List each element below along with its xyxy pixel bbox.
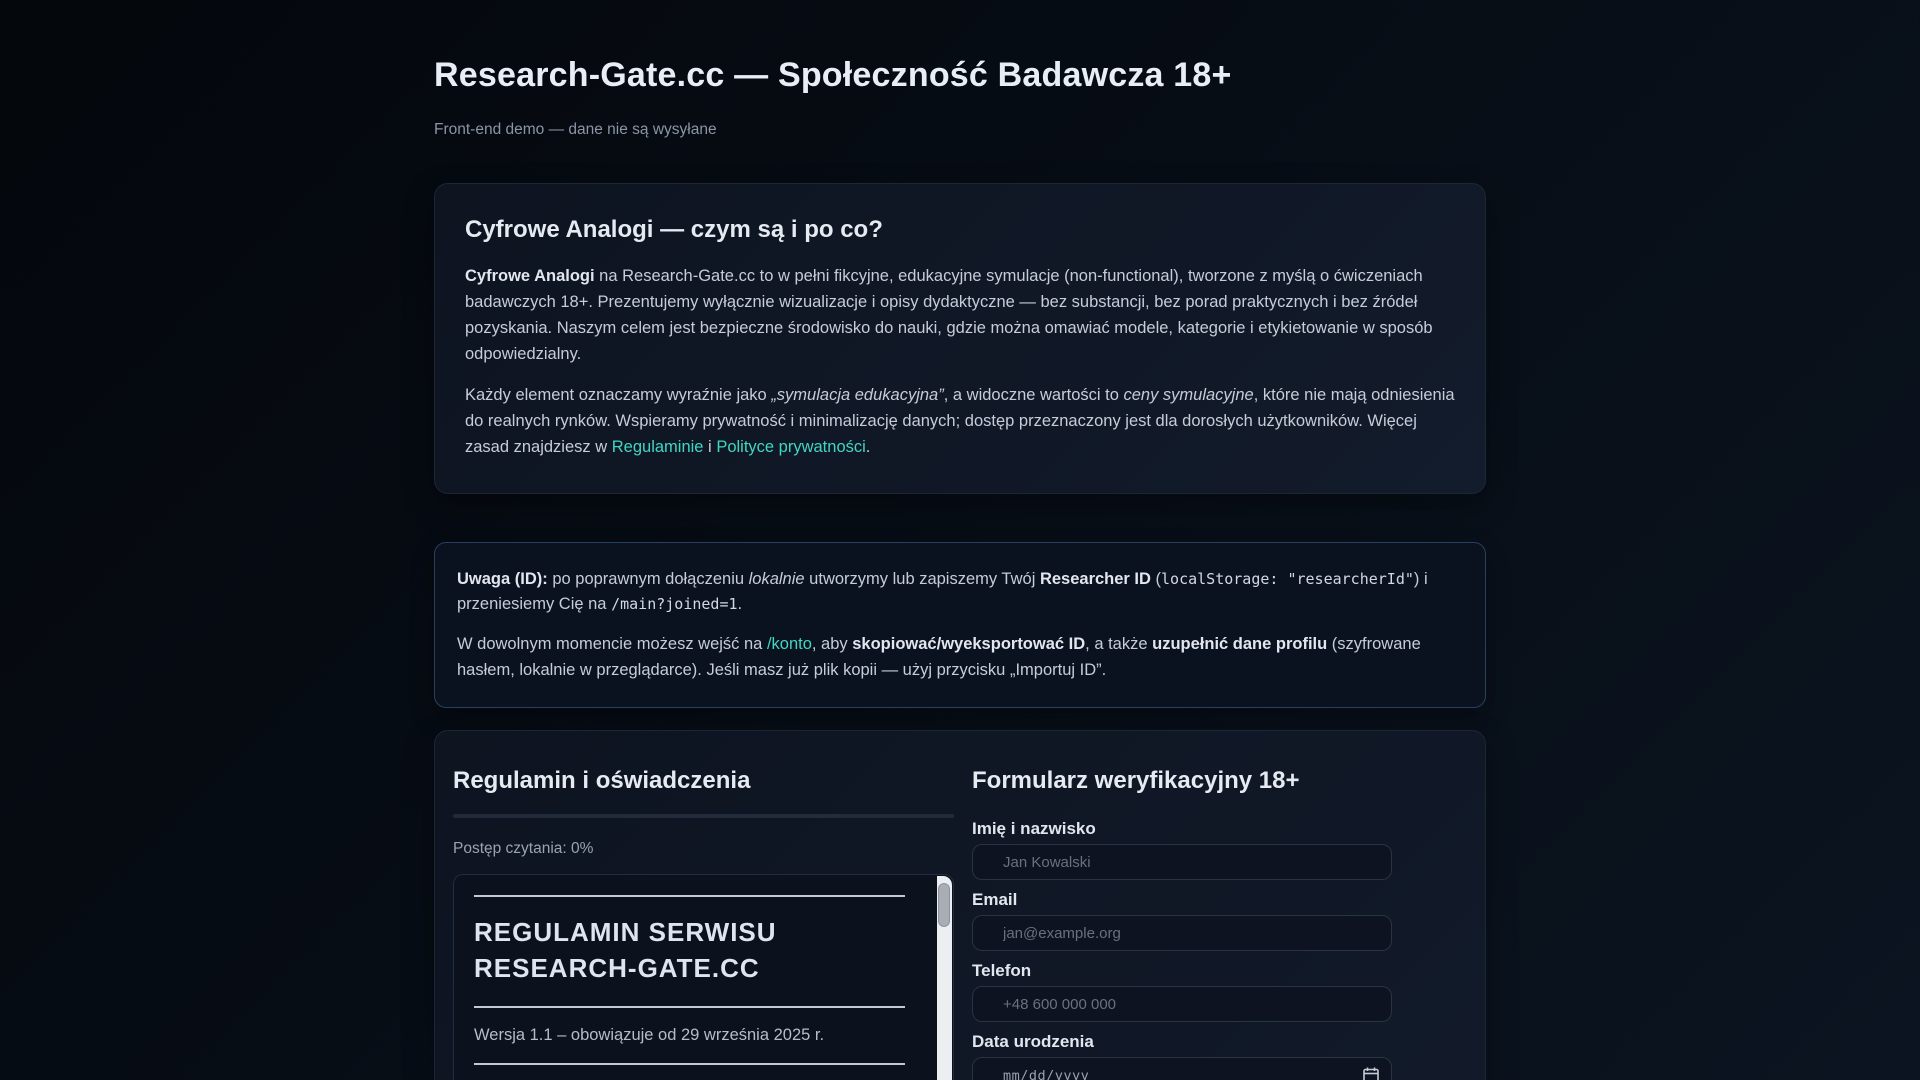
about-p1-text: na Research-Gate.cc to w pełni fikcyjne, edukacyjne symulacje (non-functional), tworzone z myślą o ćwiczeniach badawczych 18+. Prezentujemy wyłącznie wizualizacje i opisy dydaktyczne — bez substancji, bez porad praktycznych i bez źródeł pozyskania. Naszym celem jest bezpieczne środowisko do nauki, gdzie można omawiać modele, kategorie i etykietowanie w sposób odpowiedzialny. xyxy=(465,267,1433,363)
terms-and-form-card xyxy=(434,730,1486,1080)
reading-progress-bar xyxy=(453,814,954,818)
privacy-policy-link[interactable]: Polityce prywatności xyxy=(716,437,866,456)
terms-doc-title: REGULAMIN SERWISU RESEARCH-GATE.CC xyxy=(474,917,777,983)
about-p2-text-2: , a widoczne wartości to xyxy=(943,386,1124,405)
phone-label: Telefon xyxy=(972,961,1032,981)
reading-progress-label: Postęp czytania: 0% xyxy=(453,840,594,858)
page-title: Research-Gate.cc — Społeczność Badawcza 18+ xyxy=(434,56,1232,94)
about-p2-italic-2: ceny symulacyjne xyxy=(1123,386,1254,405)
divider xyxy=(474,1006,905,1008)
field-email xyxy=(972,890,1392,951)
notice-p2-text-4: (szyfrowane hasłem, lokalnie w przeglądarce). Jeśli masz już plik kopii — użyj przycisku „Importuj ID”. xyxy=(457,635,1421,679)
full-name-label: Imię i nazwisko xyxy=(972,819,1096,839)
localstorage-code: localStorage: "researcherId" xyxy=(1161,569,1414,588)
about-p2-text-1: Każdy element oznaczamy wyraźnie jako xyxy=(465,386,772,405)
about-p2-italic-1: „symulacja edukacyjna” xyxy=(771,386,944,405)
notice-p2-text-3: , a także xyxy=(1085,635,1153,653)
about-p2-text-5: . xyxy=(865,437,871,456)
email-label: Email xyxy=(972,890,1018,910)
divider xyxy=(474,1063,905,1065)
notice-paragraph-2 xyxy=(457,632,1463,683)
terms-link[interactable]: Regulaminie xyxy=(611,437,704,456)
phone-input[interactable] xyxy=(972,986,1392,1022)
about-heading: Cyfrowe Analogi — czym są i po co? xyxy=(465,216,883,244)
terms-heading: Regulamin i oświadczenia xyxy=(453,767,751,795)
field-phone xyxy=(972,961,1392,1022)
email-input[interactable] xyxy=(972,915,1392,951)
terms-section xyxy=(453,767,954,1080)
notice-p2-text-1: W dowolnym momencie możesz wejść na xyxy=(457,635,767,653)
terms-scrollbar-track[interactable] xyxy=(937,876,952,1080)
birth-date-input[interactable] xyxy=(972,1057,1392,1080)
notice-p1-bold-1: Uwaga (ID): xyxy=(457,569,548,588)
notice-p1-text-5: . xyxy=(737,595,743,614)
account-link[interactable]: /konto xyxy=(766,635,812,653)
about-p2-text-3: , które nie mają odniesienia do realnych rynków. Wspieramy prywatność i minimalizację danych; dostęp przeznaczony jest dla dorosłych użytkowników. Więcej zasad znajdziesz w xyxy=(465,386,1455,456)
about-p2-text-4: i xyxy=(703,437,717,456)
notice-p1-text-3: ( xyxy=(1150,569,1162,588)
divider xyxy=(474,895,905,897)
page-subtitle: Front-end demo — dane nie są wysyłane xyxy=(434,121,717,139)
notice-p1-text-2: utworzymy lub zapiszemy Twój xyxy=(804,569,1040,588)
notice-p1-italic: lokalnie xyxy=(748,569,805,588)
terms-doc-version: Wersja 1.1 – obowiązuje od 29 września 2025 r. xyxy=(474,1025,825,1044)
birth-date-label: Data urodzenia xyxy=(972,1032,1094,1052)
notice-p1-text-1: po poprawnym dołączeniu xyxy=(547,569,749,588)
notice-p1-bold-2: Researcher ID xyxy=(1039,569,1151,588)
about-paragraph-2 xyxy=(465,383,1455,460)
field-full-name xyxy=(972,819,1392,880)
terms-scrollbox[interactable] xyxy=(453,874,954,1080)
notice-paragraph-1 xyxy=(457,567,1463,618)
page-container xyxy=(434,0,1486,1080)
notice-p1-text-4: ) i przeniesiemy Cię na xyxy=(457,569,1428,614)
about-paragraph-1 xyxy=(465,264,1455,367)
calendar-icon[interactable] xyxy=(1363,1067,1379,1080)
redirect-path-code: /main?joined=1 xyxy=(611,595,738,614)
about-card xyxy=(434,183,1486,493)
id-notice-box xyxy=(434,542,1486,709)
field-birth-date xyxy=(972,1032,1392,1080)
full-name-input[interactable] xyxy=(972,844,1392,880)
verification-form xyxy=(972,767,1392,1080)
notice-p2-text-2: , aby xyxy=(811,635,853,653)
notice-p2-bold-1: skopiować/wyeksportować ID xyxy=(852,635,1086,653)
terms-document xyxy=(454,875,953,1080)
terms-scrollbar-thumb[interactable] xyxy=(938,883,950,927)
about-p1-bold: Cyfrowe Analogi xyxy=(465,267,595,286)
form-heading: Formularz weryfikacyjny 18+ xyxy=(972,767,1300,795)
notice-p2-bold-2: uzupełnić dane profilu xyxy=(1152,635,1328,653)
